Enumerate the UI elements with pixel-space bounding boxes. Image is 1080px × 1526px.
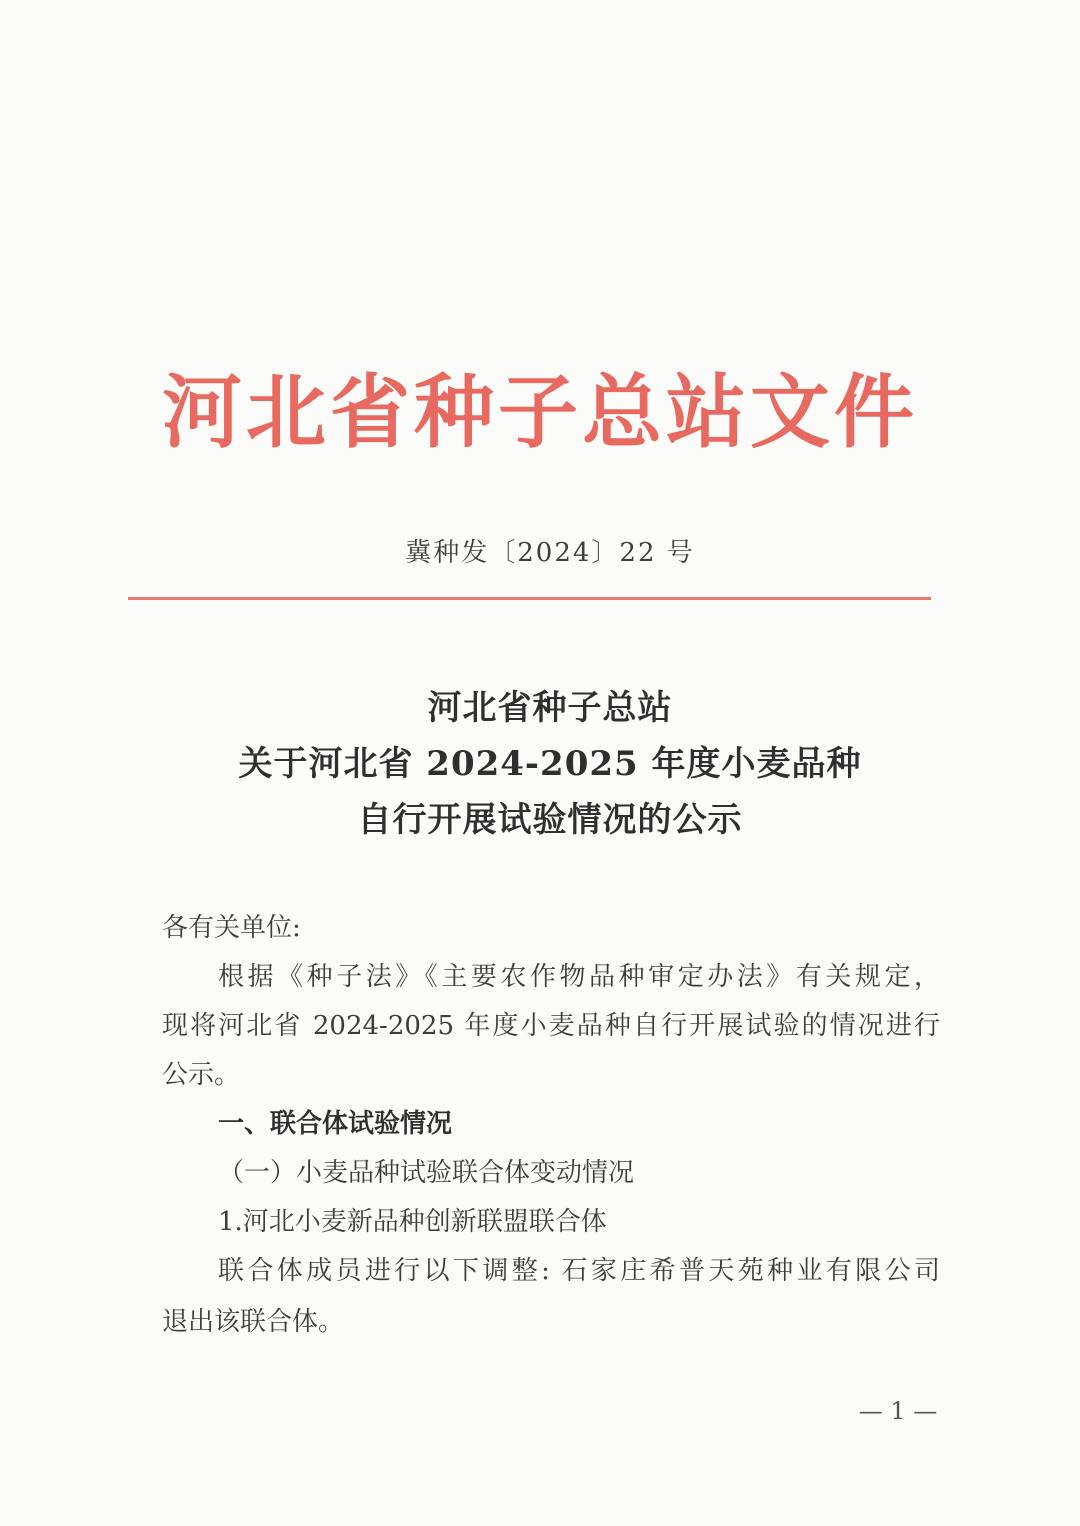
page-number: — 1 —	[858, 1397, 938, 1425]
document-title-line-3: 自行开展试验情况的公示	[357, 800, 743, 840]
document-header-title: 河北省种子总站文件	[162, 365, 918, 459]
salutation: 各有关单位:	[162, 913, 301, 943]
document-title-line-1: 河北省种子总站	[427, 688, 673, 728]
red-separator-rule	[128, 597, 931, 600]
subsection-1-heading: （一）小麦品种试验联合体变动情况	[218, 1158, 635, 1188]
paragraph-1-line-1: 根据《种子法》《主要农作物品种审定办法》有关规定，	[218, 962, 940, 992]
section-1-heading: 一、联合体试验情况	[218, 1109, 453, 1139]
item-1-heading: 1.河北小麦新品种创新联盟联合体	[218, 1207, 607, 1237]
paragraph-2-line-2: 退出该联合体。	[162, 1307, 345, 1337]
document-number: 冀种发〔2024〕22 号	[405, 538, 695, 568]
paragraph-2-line-1: 联合体成员进行以下调整: 石家庄希普天苑种业有限公司	[218, 1256, 940, 1286]
paragraph-1-line-3: 公示。	[162, 1060, 241, 1090]
document-title-line-2: 关于河北省 2024-2025 年度小麦品种	[238, 744, 862, 784]
paragraph-1-line-2: 现将河北省 2024-2025 年度小麦品种自行开展试验的情况进行	[162, 1011, 940, 1041]
